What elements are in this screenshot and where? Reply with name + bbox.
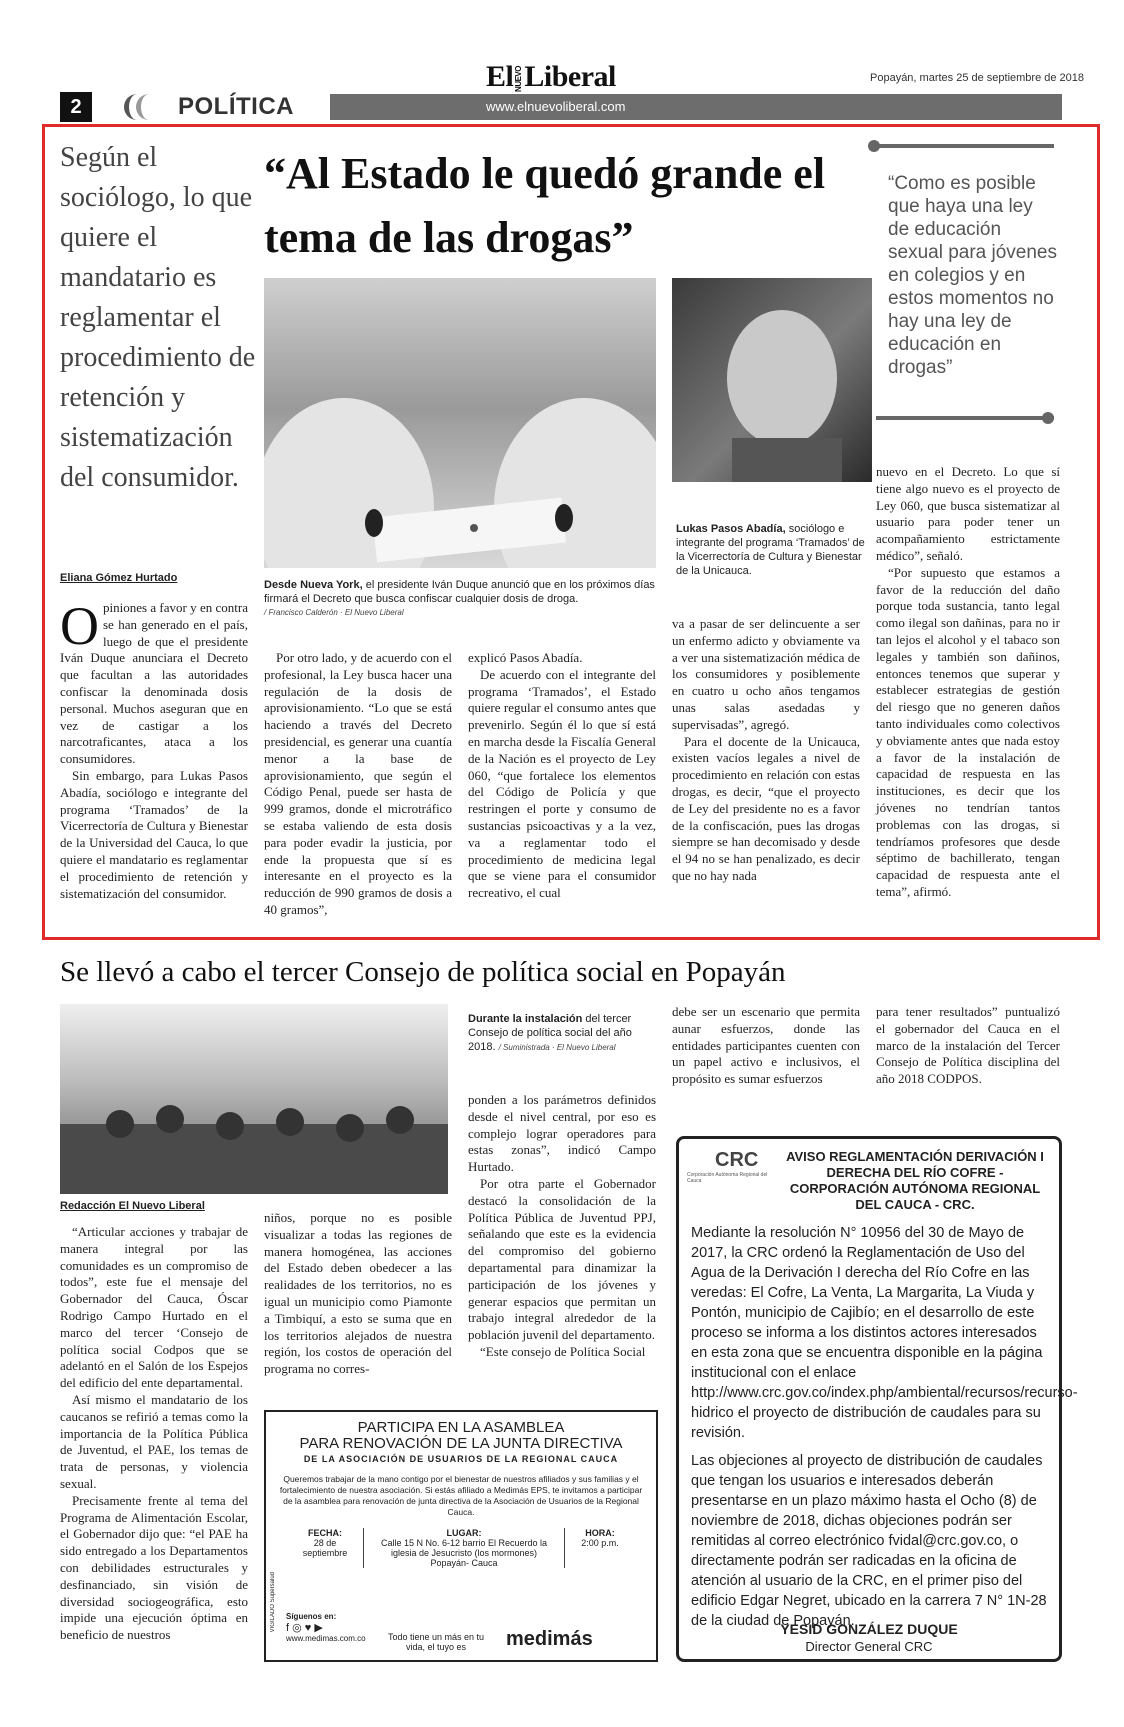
- logo-el: El: [486, 60, 514, 93]
- ad-slogan: Todo tiene un más en tu vida, el tuyo es: [387, 1632, 485, 1652]
- paragraph: Por otra parte el Gobernador destacó la consolidación de la Política Pública de Juventud PPJ, señalando que este es la evidencia del compromiso del gobierno departamental para dinamizar la participación de los jóvenes y generar espacios que permitan un trabajo integral alrededor de la población juvenil del departamento.: [468, 1175, 656, 1343]
- byline-2: Redacción El Nuevo Liberal: [60, 1200, 205, 1212]
- headline: “Al Estado le quedó grande el tema de las drogas”: [264, 149, 826, 262]
- ad-hora: [575, 1528, 625, 1568]
- article2-column-5: [876, 1004, 1060, 1088]
- photo3-caption-lead: Durante la instalación: [468, 1013, 583, 1025]
- site-url[interactable]: www.elnuevoliberal.com: [486, 99, 626, 114]
- paragraph: “Este consejo de Política Social: [480, 1343, 646, 1359]
- logo-liberal: Liberal: [524, 60, 616, 93]
- notice-body: [691, 1223, 1078, 1631]
- paragraph: Sin embargo, para Lukas Pasos Abadía, sociólogo e integrante del programa ‘Tramados’ de la Vicerrectoría de Cultura y Bienestar de la Universidad del Cauca, lo que quiere el mandatario es reglamentar el procedimiento de retención y sistematización del consumidor.: [60, 767, 248, 901]
- lugar-label: LUGAR:: [446, 1528, 482, 1538]
- pullquote-rule-bottom: [876, 416, 1054, 420]
- photo-council-meeting: [60, 1004, 448, 1194]
- pull-quote: “Como es posible que haya una ley de educación sexual para jóvenes en colegios y en estos momentos no hay una ley de educación en drogas”: [888, 173, 1057, 378]
- crc-logo-sub: Corporación Autónoma Regional del Cauca: [687, 1172, 768, 1184]
- ad-event-details: [266, 1528, 656, 1568]
- photo2-caption-text: sociólogo e integrante del programa ‘Tramados’ de la Vicerrectoría de Cultura y Bienestar de la Unicauca.: [676, 523, 865, 577]
- ad-title-3: DE LA ASOCIACIÓN DE USUARIOS DE LA REGIONAL CAUCA: [303, 1454, 619, 1464]
- notice-paragraph-1: Mediante la resolución N° 10956 del 30 de Mayo de 2017, la CRC ordenó la Reglamentación de Uso del Agua de la Derivación I derecha del Río Cofre en las veredas: El Cofre, La Venta, La Margarita, La Viuda y Pontón, municipio de Cajibío; en el desarrollo de este proceso se informa a los distintos actores interesados en esta zona que se encuentra disponible en la página institucional con el enlace http://www.crc.gov.co/index.php/ambiental/recursos/recurso-hidrico el proyecto de distribución de caudales para su revisión.: [691, 1225, 1078, 1441]
- article2-column-1: [60, 1224, 248, 1644]
- section-label: POLÍTICA: [178, 93, 294, 120]
- byline: Eliana Gómez Hurtado: [60, 572, 178, 584]
- issue-date: Popayán, martes 25 de septiembre de 2018: [870, 72, 1085, 84]
- article2-column-2: [264, 1210, 452, 1378]
- medimas-logo: medimás: [506, 1628, 593, 1650]
- article1-column-3: [468, 650, 656, 902]
- vigilado-mark: VIGILADO Supersalud: [270, 1572, 276, 1633]
- paragraph: Por otro lado, y de acuerdo con el profesional, la Ley busca hacer una regulación de la dosis de aprovisionamiento. “Lo que se está haciendo a través del Decreto presidencial, es generar una cuantía menor a la base de aprovisionamiento, que según el Código Penal, puede ser hasta de 999 gramos, donde el microtráfico se estaba valiendo de esta dosis para poder evadir la justicia, por ende la propuesta que sí es interesante en el proyecto es la reducción de 990 gramos de dosis a 40 gramos”,: [264, 650, 452, 917]
- photo2-caption: [676, 522, 866, 578]
- ad-body: Queremos trabajar de la mano contigo por el bienestar de nuestros afiliados y sus familias y el fortalecimiento de nuestra asociación. Si estás afiliado a Medimás EPS, te invitamos a participar de la asamblea para renovación de junta directiva de la Asociación de Usuarios de la Regional Cauca.: [279, 1474, 643, 1517]
- ad-title-2: PARA RENOVACIÓN DE LA JUNTA DIRECTIVA: [299, 1435, 623, 1452]
- lugar-value: Calle 15 N No. 6-12 barrio El Recuerdo la iglesia de Jesucristo (los mormones) Popayán- Cauca: [380, 1538, 548, 1568]
- pullquote-dot-bottom: [1042, 412, 1054, 424]
- paragraph: va a pasar de ser delincuente a ser un enfermo adicto y obviamente va a ver una sistematización médica de los consumidores y posiblemente en cuatro u ocho años tengamos unas salas asedadas y supervisadas”, agregó.: [672, 616, 860, 732]
- crc-logo-text: CRC: [715, 1149, 759, 1171]
- ad-website[interactable]: www.medimas.com.co: [286, 1634, 366, 1643]
- header-bar: [330, 94, 1062, 120]
- article1-column-1: [60, 596, 248, 902]
- ad-follow: [286, 1612, 366, 1643]
- paragraph: “Articular acciones y trabajar de manera integral por las comunidades es un compromiso de todos”, este fue el mensaje del Gobernador del Cauca, Óscar Rodrigo Campo Hurtado en el marco del tercer ‘Consejo de política social Codpos que se adelantó en el Salón de los Espejos del edificio del ente departamental.: [60, 1224, 248, 1391]
- paragraph: De acuerdo con el integrante del programa ‘Tramados’, el Estado quiere regular el consumo antes que prevenirlo. Según él lo que sí está en marcha desde la Fiscalía General de la Nación es el proyecto de Ley 060, “que fortalece los elementos del Código de Policía y que restringen el porte y consumo de sustancias psicoactivas y a la vez, va a reglamentar todo el procedimiento de medicina legal que se viene para el consumidor recreativo, el cual: [468, 666, 656, 901]
- side-quote: Según el sociólogo, lo que quiere el mandatario es reglamentar el procedimiento de retención y sistematización del consumidor.: [60, 142, 256, 493]
- article1-column-2: [264, 650, 452, 919]
- article2-column-3: [468, 1092, 656, 1361]
- paragraph: explicó Pasos Abadía.: [468, 650, 583, 665]
- photo2-caption-lead: Lukas Pasos Abadía,: [676, 523, 786, 535]
- pullquote-rule-top: [876, 144, 1054, 148]
- article2-column-4: [672, 1004, 860, 1088]
- paragraph: ponden a los parámetros definidos desde el nivel central, por eso es complejo lograr operadores para estas zonas”, indicó Campo Hurtado.: [468, 1092, 656, 1175]
- hora-label: HORA:: [585, 1528, 615, 1538]
- notice-title: AVISO REGLAMENTACIÓN DERIVACIÓN I DERECHA DEL RÍO COFRE - CORPORACIÓN AUTÓNOMA REGIONAL DEL CAUCA - CRC.: [786, 1149, 1044, 1212]
- ad-fecha: [297, 1528, 353, 1568]
- photo1-caption-lead: Desde Nueva York,: [264, 579, 363, 591]
- photo1-caption-text: el presidente Iván Duque anunció que en los próximos días firmará el Decreto que busca confiscar cualquier dosis de droga.: [264, 579, 655, 605]
- ad-title-1: PARTICIPA EN LA ASAMBLEA: [357, 1419, 565, 1436]
- paragraph: piniones a favor y en contra se han generado en el país, luego de que el presidente Iván Duque anunciara el Decreto que facultan a las autoridades confiscar la denominada dosis personal. Muchos aseguran que en vez de castigar a los narcotraficantes, ataca a los consumidores.: [60, 600, 248, 767]
- paragraph: debe ser un escenario que permita aunar esfuerzos, donde las entidades participantes cuenten con un papel activo e inclusivos, el propósito es sumar esfuerzos: [672, 1004, 860, 1087]
- paragraph: nuevo en el Decreto. Lo que sí tiene algo nuevo es el proyecto de Ley 060, que busca sistematizar al usuario para poder tener un acompañamiento estrictamente médico”, señaló.: [876, 464, 1060, 563]
- photo1-credit: / Francisco Calderón · El Nuevo Liberal: [264, 608, 404, 617]
- follow-label: Síguenos en:: [286, 1612, 337, 1621]
- medimas-ad: [264, 1410, 658, 1662]
- portrait-lukas: [672, 278, 872, 482]
- page-number: 2: [60, 92, 92, 122]
- portrait-illustration: [672, 278, 872, 482]
- notice-paragraph-2: Las objeciones al proyecto de distribución de caudales que tengan los usuarios e interesados deberán presentarse en un plazo máximo hasta el Ocho (8) de noviembre de 2018, dichas objeciones podrán ser remitidas al correo electrónico fvidal@crc.gov.co, o directamente podrán ser radicadas en la oficina de atención al usuario de la CRC, en el primer piso del edificio Edgar Negret, ubicado en la carrera 7 N° 1N-28 de la ciudad de Popayán.: [691, 1453, 1047, 1629]
- drop-cap: O: [60, 596, 99, 656]
- paragraph: “Por supuesto que estamos a favor de la reducción del daño porque toda sustancia, tanto legal como ilegal son dañinas, para no ir tan lejos el alcohol y el tabaco son legales y también son dañinos, entonces tenemos que superar y establecer estrategias de gestión del riesgo que no generen daños tanto individuales como colectivos y obviamente antes que nada estoy a favor de la instalación de capacidad de respuesta en las instituciones, es decir que los jóvenes no tendrían tantos problemas con las drogas, si tendríamos profesores que desde séptimo de bachillerato, tengan capacidad de respuesta ante el tema”, afirmó.: [876, 564, 1060, 899]
- hora-value: 2:00 p.m.: [581, 1538, 619, 1548]
- fecha-label: FECHA:: [308, 1528, 342, 1538]
- newspaper-logo: [486, 60, 616, 94]
- headline-2: Se llevó a cabo el tercer Consejo de política social en Popayán: [60, 956, 786, 988]
- social-icons[interactable]: f ◎ ♥ ▶: [286, 1622, 323, 1634]
- article1-column-5: [876, 464, 1060, 901]
- fecha-value: 28 de septiembre: [302, 1538, 348, 1558]
- photo3-credit: / Suministrada · El Nuevo Liberal: [498, 1043, 616, 1052]
- paragraph: niños, porque no es posible visualizar a todas las regiones de manera homogénea, las acciones del Estado deben obedecer a las realidades de los territorios, no es igual un municipio como Piamonte a Timbiquí, a esto se suma que en los territorios alejados de nuestra región, los costos de operación del programa no corres-: [264, 1210, 452, 1377]
- photo1-caption: [264, 578, 656, 606]
- crc-notice: [676, 1136, 1078, 1662]
- paragraph: Para el docente de la Unicauca, existen vacíos legales a nivel de procedimiento en relación con estas drogas, es decir, “que el proyecto de Ley del presidente no es a favor de la confiscación, pues las drogas siempre se han decomisado y desde el 94 no se han penalizado, es decir que no hay nada: [672, 733, 860, 883]
- signer-name: YESID GONZÁLEZ DUQUE: [780, 1621, 958, 1637]
- article1-column-4: [672, 616, 860, 885]
- crc-logo: [687, 1149, 777, 1191]
- photo-hands-illustration: [264, 278, 656, 568]
- paragraph: Así mismo el mandatario de los caucanos se refirió a temas como la importancia de la Política Pública de Juventud, el PAE, los temas de trata de personas, y violencia sexual.: [60, 1391, 248, 1491]
- paragraph: Precisamente frente al tema del Programa de Alimentación Escolar, el Gobernador dijo que: “el PAE ha sido entregado a los Departamentos con debilidades estructurales y desfinanciado, sin visión de diversidad sociogeográfica, esto impide una ejecución óptima en beneficio de nuestros: [60, 1492, 248, 1643]
- paragraph: para tener resultados” puntualizó el gobernador del Cauca en el marco de la instalación del Tercer Consejo de Política disciplina del año 2018 CODPOS.: [876, 1004, 1060, 1087]
- signer-title: Director General CRC: [805, 1639, 933, 1654]
- photo-drug-paper: [264, 278, 656, 568]
- photo3-caption: [468, 1012, 656, 1055]
- logo-nuevo: NUEVO: [514, 66, 524, 93]
- ad-lugar: [374, 1528, 554, 1568]
- photo3-caption-text: del tercer Consejo de política social del año 2018.: [468, 1013, 632, 1053]
- meeting-illustration: [60, 1004, 448, 1194]
